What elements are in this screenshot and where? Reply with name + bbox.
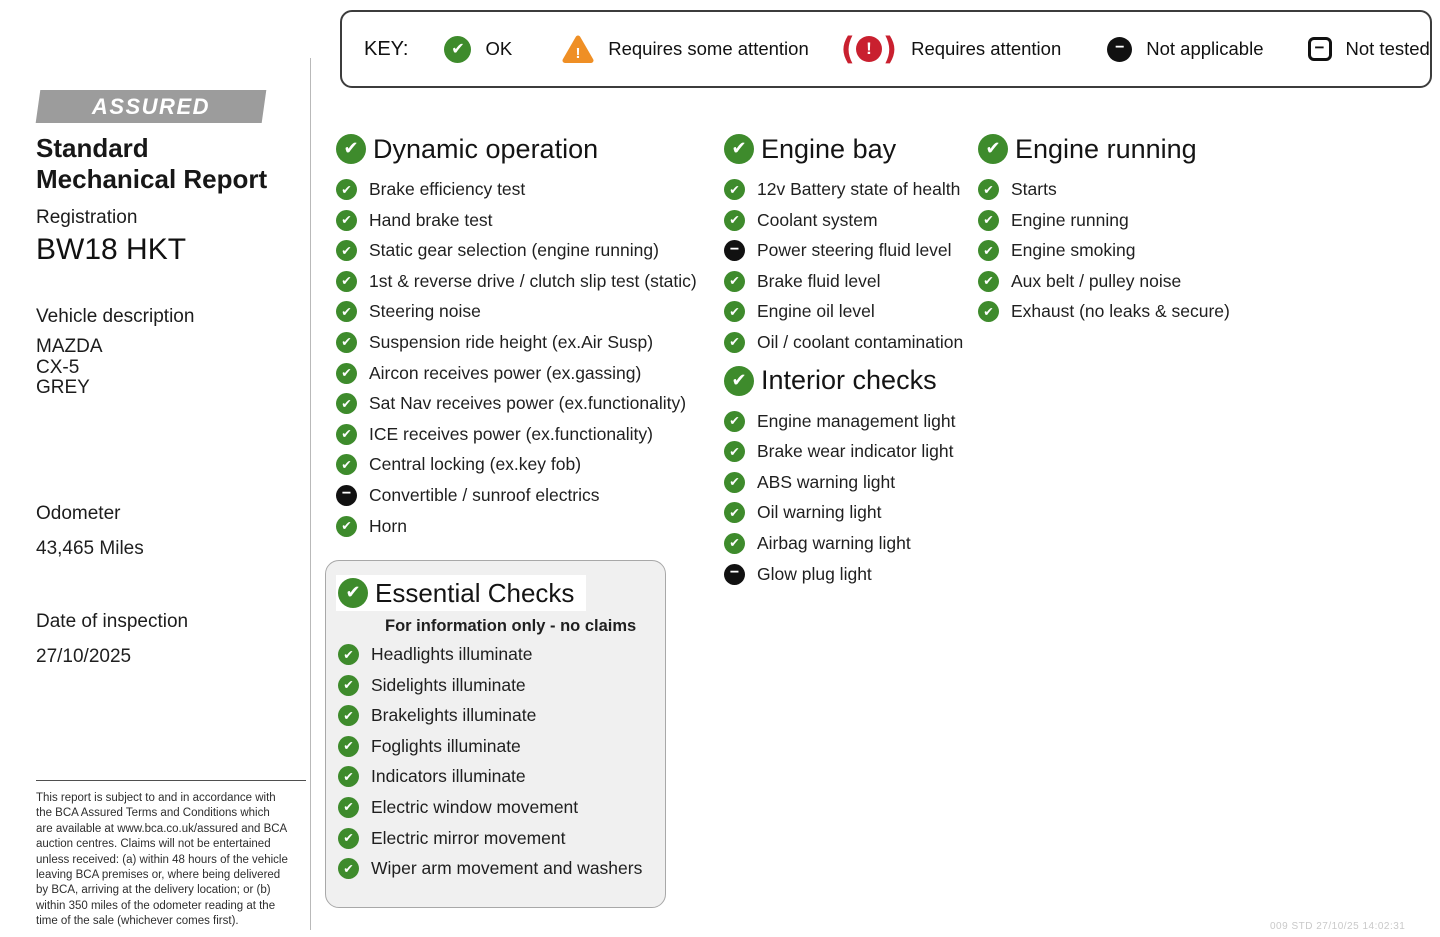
check-item (336, 363, 716, 384)
ok-check-icon (338, 736, 359, 757)
check-item (724, 210, 994, 231)
ok-check-icon (338, 858, 359, 879)
check-item (336, 271, 716, 292)
section-header (336, 575, 586, 611)
dynamic-operation-column (336, 131, 716, 546)
section-header (336, 131, 716, 167)
odometer-label: Odometer (36, 503, 121, 524)
ok-check-icon (336, 516, 357, 537)
middle-column (724, 131, 994, 594)
check-item (724, 441, 994, 462)
check-item-label: Coolant system (757, 209, 878, 230)
key-item-some-attention (562, 34, 809, 64)
ok-check-icon (336, 134, 366, 164)
check-item (724, 271, 994, 292)
section-title: Essential Checks (375, 577, 575, 608)
registration-label: Registration (36, 207, 138, 228)
report-title-line1: Standard (36, 133, 149, 163)
vehicle-model: CX-5 (36, 356, 80, 378)
assured-badge (36, 90, 267, 123)
ok-check-icon (724, 134, 754, 164)
check-item (336, 240, 716, 261)
ok-check-icon (978, 210, 999, 231)
check-item (338, 766, 653, 787)
section-dynamic-operation (336, 131, 716, 537)
check-item-label: Oil warning light (757, 502, 882, 523)
check-item-label: Glow plug light (757, 563, 872, 584)
check-list (978, 179, 1268, 322)
check-item-label: Brake wear indicator light (757, 441, 954, 462)
essential-checks-subtitle: For information only - no claims (385, 617, 637, 635)
alert-paren-right: ) (882, 31, 898, 67)
check-item-label: Horn (369, 515, 407, 536)
check-item-label: Static gear selection (engine running) (369, 240, 659, 261)
key-item-label: Requires attention (911, 38, 1062, 59)
ok-check-icon (336, 271, 357, 292)
not-applicable-icon (724, 240, 745, 261)
key-item-not-applicable (1107, 37, 1263, 62)
ok-check-icon (724, 502, 745, 523)
check-item (338, 828, 653, 849)
ok-check-icon (336, 454, 357, 475)
check-item-label: Sat Nav receives power (ex.functionality) (369, 393, 687, 414)
not-applicable-icon (1107, 37, 1132, 62)
check-item-label: Aux belt / pulley noise (1011, 270, 1182, 291)
section-essential-checks (325, 560, 666, 908)
section-title: Dynamic operation (373, 133, 599, 164)
key-item-label: Not applicable (1146, 38, 1264, 59)
ok-check-icon (338, 797, 359, 818)
ok-check-icon (978, 271, 999, 292)
check-item-label: Indicators illuminate (371, 766, 526, 787)
check-item-label: Exhaust (no leaks & secure) (1011, 301, 1230, 322)
check-item (724, 301, 994, 322)
check-list (724, 179, 994, 353)
ok-check-icon (724, 332, 745, 353)
check-item-label: Electric mirror movement (371, 827, 566, 848)
check-item-label: Headlights illuminate (371, 644, 533, 664)
check-item (336, 301, 716, 322)
check-item (978, 179, 1268, 200)
key-item-label: Requires some attention (608, 38, 809, 59)
section-title: Engine bay (761, 133, 897, 164)
check-item-label: ICE receives power (ex.functionality) (369, 423, 653, 444)
ok-check-icon (724, 179, 745, 200)
check-item-label: Hand brake test (369, 209, 493, 230)
ok-check-icon (338, 675, 359, 696)
check-item (978, 240, 1268, 261)
check-item-label: 1st & reverse drive / clutch slip test (static) (369, 270, 697, 291)
check-item-label: Sidelights illuminate (371, 674, 526, 695)
registration-value: BW18 HKT (36, 233, 187, 266)
check-item (338, 797, 653, 818)
key-item-attention (840, 31, 1062, 67)
check-item-label: Engine management light (757, 410, 956, 431)
check-item (336, 179, 716, 200)
not-tested-icon (1308, 37, 1332, 61)
vehicle-description (36, 337, 103, 399)
check-item (336, 210, 716, 231)
key-item-label: Not tested (1345, 38, 1430, 59)
check-item (724, 332, 994, 353)
check-item (336, 332, 716, 353)
ok-check-icon (724, 210, 745, 231)
check-item (724, 533, 994, 554)
check-item-label: Foglights illuminate (371, 735, 521, 756)
ok-check-icon (336, 424, 357, 445)
key-item-ok (444, 36, 512, 63)
check-item (338, 705, 653, 726)
check-item-label: Brake efficiency test (369, 179, 526, 199)
ok-check-icon (338, 578, 368, 608)
ok-check-icon (336, 179, 357, 200)
section-engine-running (978, 131, 1268, 322)
inspection-date-label: Date of inspection (36, 611, 189, 632)
ok-check-icon (724, 366, 754, 396)
terms-disclaimer: This report is subject to and in accordance with the BCA Assured Terms and Conditions which are available at www.bca.co.uk/assured and BCA auction centres. Claims will not be entertained unless received: (a) within 48 hours of the vehicle leaving BCA premises or, where being delivered by BCA, arriving at the delivery location; or (b) within 350 miles of the odometer reading at the time of the sale (whichever comes first). (36, 792, 288, 928)
ok-check-icon (724, 301, 745, 322)
vehicle-description-label: Vehicle description (36, 306, 195, 327)
ok-check-icon (338, 705, 359, 726)
report-sidebar (36, 90, 308, 935)
check-item (338, 675, 653, 696)
check-item (336, 393, 716, 414)
report-title (36, 133, 267, 195)
ok-check-icon (978, 179, 999, 200)
check-item (724, 179, 994, 200)
ok-check-icon (338, 828, 359, 849)
section-interior-checks (724, 363, 994, 585)
check-item (338, 736, 653, 757)
check-item (724, 564, 994, 585)
ok-check-icon (338, 644, 359, 665)
key-item-label: OK (485, 38, 513, 59)
check-item (724, 472, 994, 493)
engine-running-column (978, 131, 1268, 332)
ok-check-icon (336, 210, 357, 231)
check-item-label: Steering noise (369, 301, 481, 322)
section-header (724, 131, 994, 167)
section-engine-bay (724, 131, 994, 353)
check-item (336, 424, 716, 445)
key-title: KEY: (364, 37, 409, 60)
svg-text:!: ! (575, 45, 581, 62)
check-item (336, 516, 716, 537)
ok-check-icon (724, 441, 745, 462)
ok-check-icon (336, 240, 357, 261)
check-item (338, 858, 653, 879)
check-item (978, 301, 1268, 322)
check-item-label: Power steering fluid level (757, 240, 952, 261)
check-item-label: Suspension ride height (ex.Air Susp) (369, 331, 654, 352)
check-item-label: Aircon receives power (ex.gassing) (369, 362, 642, 383)
check-item (338, 644, 653, 665)
ok-check-icon (338, 766, 359, 787)
check-item-label: Engine oil level (757, 301, 875, 322)
ok-check-icon (978, 240, 999, 261)
requires-attention-icon (840, 31, 898, 67)
section-title: Engine running (1015, 133, 1197, 164)
inspection-date-value: 27/10/2025 (36, 646, 132, 667)
check-item-label: Electric window movement (371, 796, 579, 817)
check-item-label: Convertible / sunroof electrics (369, 484, 600, 505)
check-list (336, 179, 716, 537)
check-item-label: Starts (1011, 179, 1057, 199)
alert-paren-left: ( (840, 31, 855, 67)
disclaimer-divider (36, 780, 306, 781)
check-item-label: 12v Battery state of health (757, 179, 961, 199)
ok-icon (444, 36, 471, 63)
check-item (724, 240, 994, 261)
footer-reference-code: 009 STD 27/10/25 14:02:31 (1270, 921, 1406, 932)
vehicle-make: MAZDA (36, 336, 103, 357)
check-item-label: Brakelights illuminate (371, 705, 537, 726)
check-item (978, 210, 1268, 231)
check-item-label: Brake fluid level (757, 270, 881, 291)
check-item-label: Wiper arm movement and washers (371, 858, 643, 879)
ok-check-icon (336, 332, 357, 353)
ok-check-icon (336, 363, 357, 384)
alert-exclamation: ! (856, 36, 882, 62)
check-item-label: Engine running (1011, 209, 1129, 230)
check-item-label: ABS warning light (757, 471, 896, 492)
check-item (724, 502, 994, 523)
ok-check-icon (724, 472, 745, 493)
check-item-label: Oil / coolant contamination (757, 331, 964, 352)
check-item (724, 411, 994, 432)
ok-check-icon (336, 301, 357, 322)
vehicle-colour: GREY (36, 377, 90, 398)
assured-badge-label: ASSURED (91, 93, 211, 119)
key-item-not-tested (1308, 37, 1430, 61)
check-list (338, 644, 653, 879)
ok-check-icon (724, 411, 745, 432)
check-item-label: Central locking (ex.key fob) (369, 454, 582, 475)
ok-check-icon (978, 134, 1008, 164)
report-title-line2: Mechanical Report (36, 164, 268, 194)
key-legend (340, 10, 1432, 88)
check-item-label: Engine smoking (1011, 240, 1136, 261)
section-title: Interior checks (761, 365, 937, 396)
vertical-divider (310, 58, 311, 930)
ok-check-icon (724, 533, 745, 554)
requires-some-attention-icon (562, 34, 594, 64)
not-applicable-icon (336, 485, 357, 506)
odometer-value: 43,465 Miles (36, 538, 144, 559)
section-header (724, 363, 994, 399)
ok-check-icon (978, 301, 999, 322)
check-item-label: Airbag warning light (757, 532, 911, 553)
not-applicable-icon (724, 564, 745, 585)
check-item (336, 485, 716, 506)
check-item (336, 454, 716, 475)
check-list (724, 411, 994, 585)
section-header (978, 131, 1268, 167)
ok-check-icon (336, 393, 357, 414)
check-item (978, 271, 1268, 292)
ok-check-icon (724, 271, 745, 292)
